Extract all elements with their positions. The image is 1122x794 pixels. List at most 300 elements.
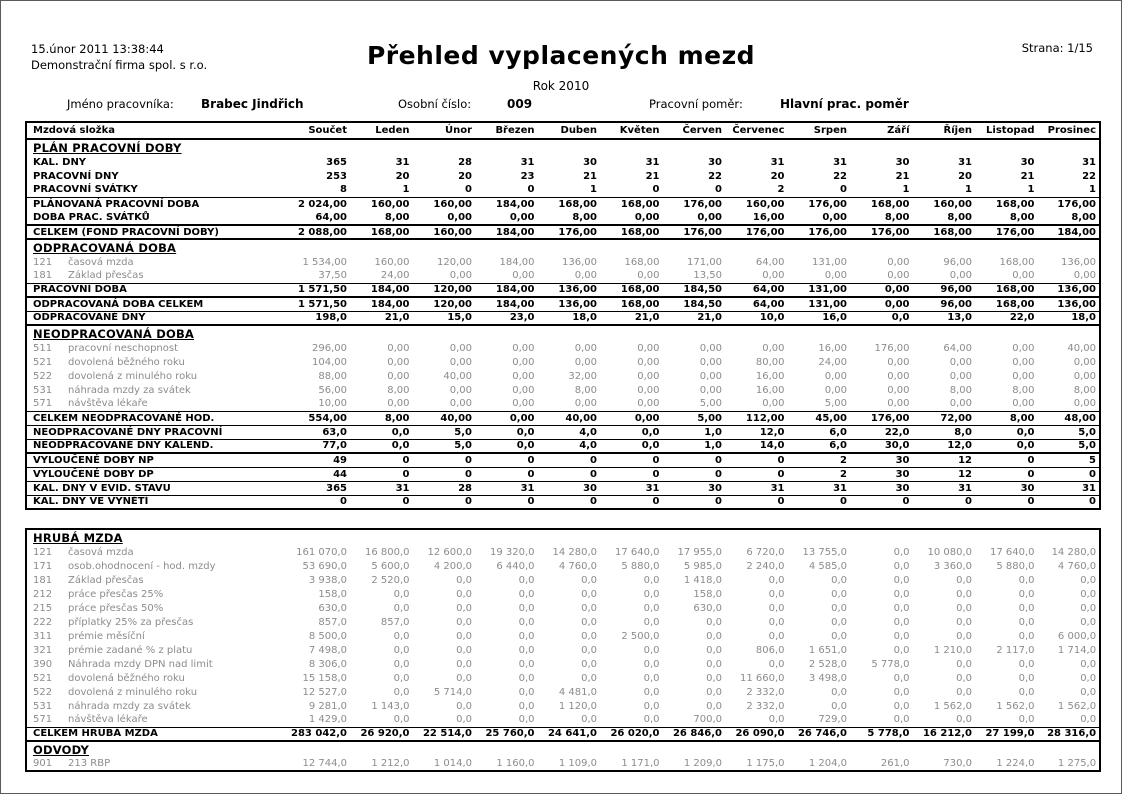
value-cell: 1: [590, 184, 597, 196]
value-cell: 0,0: [831, 588, 847, 600]
value-cell: 1: [402, 184, 410, 196]
wage-component-name: osob.ohodnocení - hod. mzdy: [68, 560, 216, 572]
value-cell: 30: [975, 481, 1038, 495]
value-cell: 198,0: [264, 311, 350, 325]
value-cell: 176,00: [874, 342, 910, 354]
value-cell: 160,00: [413, 225, 476, 239]
employee-number: 009: [507, 97, 533, 111]
wage-component-name: časová mzda: [68, 546, 134, 558]
table-row: [26, 545, 1100, 559]
value-cell: 0,00: [512, 370, 535, 382]
column-header: Srpen: [788, 122, 851, 139]
value-cell: 5,0: [1038, 439, 1101, 453]
value-cell: 176,00: [663, 225, 726, 239]
column-header-row: [26, 122, 1100, 139]
value-cell: 96,00: [943, 256, 972, 268]
value-cell: 0: [350, 495, 413, 509]
value-cell: 0,00: [637, 342, 660, 354]
value-cell: 0: [350, 453, 413, 467]
value-cell: 184,00: [475, 197, 538, 211]
value-cell: 16 212,0: [913, 727, 976, 741]
value-cell: 5: [1038, 453, 1101, 467]
value-cell: 0: [788, 495, 851, 509]
value-cell: 27 199,0: [975, 727, 1038, 741]
report-datetime: 15.únor 2011 13:38:44: [31, 42, 164, 56]
value-cell: 0,0: [706, 644, 722, 656]
value-cell: 31: [770, 156, 785, 168]
value-cell: 31: [788, 481, 851, 495]
value-cell: 25 760,0: [475, 727, 538, 741]
value-cell: 19 320,0: [489, 546, 535, 558]
value-cell: 0,0: [1018, 672, 1035, 684]
value-cell: 0,00: [824, 384, 847, 396]
wage-component-name: prémie zadané % z platu: [68, 644, 193, 656]
value-cell: 1: [1027, 184, 1035, 196]
value-cell: 184,00: [499, 256, 535, 268]
table-row: [26, 615, 1100, 629]
value-cell: 0,00: [637, 398, 660, 410]
value-cell: 168,00: [600, 297, 663, 311]
value-cell: 8,00: [1012, 384, 1035, 396]
value-cell: 0,0: [393, 602, 410, 614]
value-cell: 14,0: [725, 439, 788, 453]
value-cell: 12 744,0: [302, 758, 347, 769]
row-label: [26, 369, 264, 383]
value-cell: 168,00: [600, 225, 663, 239]
value-cell: 0: [600, 467, 663, 481]
value-cell: 21,0: [350, 311, 413, 325]
value-cell: 8,00: [949, 384, 972, 396]
value-cell: 8,00: [387, 384, 410, 396]
value-cell: 40,00: [413, 411, 476, 425]
value-cell: 0,0: [600, 425, 663, 439]
row-label: PRACOVNÍ SVÁTKY: [33, 184, 138, 196]
column-header: Březen: [475, 122, 538, 139]
value-cell: 136,00: [538, 297, 601, 311]
wage-table-lower: [25, 528, 1101, 772]
value-cell: 5 600,0: [371, 560, 410, 572]
value-cell: 0,00: [850, 283, 913, 297]
value-cell: 120,00: [437, 256, 472, 268]
value-cell: 0: [600, 495, 663, 509]
wage-component-name: Základ přesčas: [68, 270, 144, 282]
value-cell: 0,0: [768, 574, 785, 586]
row-label: KAL. DNY V EVID. STAVU: [26, 481, 264, 495]
column-header: Součet: [264, 122, 350, 139]
value-cell: 1 429,0: [308, 714, 347, 726]
value-cell: 0,0: [643, 672, 660, 684]
value-cell: 0: [475, 467, 538, 481]
value-cell: 0,0: [518, 588, 535, 600]
row-label: [26, 587, 264, 601]
value-cell: 4 200,0: [433, 560, 472, 572]
value-cell: 44: [264, 467, 350, 481]
value-cell: 0,0: [893, 700, 910, 712]
employee-name: Brabec Jindřich: [201, 97, 304, 111]
value-cell: 30: [850, 467, 913, 481]
value-cell: 0,00: [387, 398, 410, 410]
value-cell: 0: [725, 495, 788, 509]
value-cell: 0: [850, 495, 913, 509]
value-cell: 0,0: [1018, 602, 1035, 614]
value-cell: 0,0: [1080, 574, 1097, 586]
value-cell: 2 528,0: [808, 658, 847, 670]
value-cell: 1 143,0: [371, 700, 410, 712]
value-cell: 0,0: [456, 616, 472, 628]
value-cell: 1 212,0: [371, 758, 410, 769]
table-row: [26, 341, 1100, 355]
value-cell: 2 024,00: [264, 197, 350, 211]
value-cell: 22: [833, 170, 847, 182]
table-row: [26, 601, 1100, 615]
table-row: [26, 383, 1100, 397]
table-row: [26, 269, 1100, 283]
value-cell: 0,0: [581, 616, 597, 628]
value-cell: 31: [645, 156, 660, 168]
wage-component-code: 181: [33, 270, 53, 282]
table-row: [26, 183, 1100, 197]
value-cell: 0,0: [1080, 616, 1097, 628]
value-cell: 5 880,0: [621, 560, 660, 572]
value-cell: 1 562,0: [996, 700, 1035, 712]
value-cell: 64,00: [315, 212, 347, 223]
value-cell: 0,0: [768, 658, 785, 670]
value-cell: 0: [538, 467, 601, 481]
value-cell: 0,00: [512, 342, 535, 354]
value-cell: 168,00: [975, 197, 1038, 211]
value-cell: 0,0: [1080, 658, 1097, 670]
value-cell: 0,0: [581, 588, 597, 600]
value-cell: 30: [850, 453, 913, 467]
value-cell: 15,0: [413, 311, 476, 325]
row-label: [26, 545, 264, 559]
table-row: [26, 685, 1100, 699]
value-cell: 0,00: [449, 356, 472, 368]
value-cell: 64,00: [725, 283, 788, 297]
value-cell: 0: [652, 184, 660, 196]
row-label: [26, 355, 264, 369]
value-cell: 23: [520, 170, 535, 182]
value-cell: 1 714,0: [1057, 644, 1097, 656]
value-cell: 184,50: [663, 297, 726, 311]
value-cell: 168,00: [850, 197, 913, 211]
value-cell: 30: [663, 481, 726, 495]
value-cell: 0: [663, 467, 726, 481]
value-cell: 5,00: [663, 411, 726, 425]
value-cell: 0,00: [574, 356, 597, 368]
value-cell: 0,0: [1080, 588, 1097, 600]
value-cell: 158,0: [318, 588, 347, 600]
value-cell: 30: [895, 156, 910, 168]
wage-table-upper: [25, 121, 1101, 510]
value-cell: 0,00: [1073, 356, 1096, 368]
value-cell: 0,0: [456, 700, 472, 712]
value-cell: 0,0: [393, 658, 410, 670]
value-cell: 0: [715, 184, 722, 196]
table-row: [26, 671, 1100, 685]
value-cell: 0,0: [1018, 588, 1035, 600]
row-label: [26, 255, 264, 269]
value-cell: 64,00: [755, 256, 785, 268]
value-cell: 31: [520, 156, 535, 168]
value-cell: 31: [913, 481, 976, 495]
table-row: [26, 225, 1100, 239]
value-cell: 30,0: [850, 439, 913, 453]
value-cell: 6,0: [788, 425, 851, 439]
value-cell: 0,0: [518, 686, 535, 698]
value-cell: 10,00: [318, 398, 347, 410]
wage-component-name: dovolená běžného roku: [68, 672, 185, 684]
section-title: ODPRACOVANÁ DOBA: [33, 241, 177, 255]
value-cell: 0,0: [350, 425, 413, 439]
value-cell: 45,00: [788, 411, 851, 425]
value-cell: 158,0: [693, 588, 722, 600]
value-cell: 0,0: [956, 658, 972, 670]
value-cell: 26 920,0: [350, 727, 413, 741]
value-cell: 0,0: [1018, 658, 1035, 670]
value-cell: 168,00: [538, 197, 601, 211]
value-cell: 31: [725, 481, 788, 495]
value-cell: 12,0: [913, 439, 976, 453]
page-title: Přehled vyplacených mezd: [366, 41, 756, 70]
value-cell: 31: [475, 481, 538, 495]
value-cell: 176,00: [663, 197, 726, 211]
table-row: [26, 657, 1100, 671]
wage-component-name: práce přesčas 50%: [68, 602, 164, 614]
value-cell: 80,00: [755, 356, 785, 368]
value-cell: 1 209,0: [683, 758, 722, 769]
wage-component-name: dovolená běžného roku: [68, 356, 185, 368]
value-cell: 14 280,0: [1051, 546, 1097, 558]
value-cell: 16,00: [755, 384, 785, 396]
value-cell: 30: [708, 156, 722, 168]
value-cell: 3 938,0: [308, 574, 347, 586]
table-row: [26, 573, 1100, 587]
value-cell: 64,00: [725, 297, 788, 311]
value-cell: 0,0: [893, 588, 910, 600]
value-cell: 0,0: [893, 714, 910, 726]
value-cell: 1 651,0: [808, 644, 847, 656]
value-cell: 0,0: [475, 439, 538, 453]
value-cell: 31: [350, 481, 413, 495]
value-cell: 5,00: [824, 398, 847, 410]
value-cell: 5 985,0: [683, 560, 722, 572]
value-cell: 12 600,0: [427, 546, 472, 558]
value-cell: 0,00: [449, 398, 472, 410]
table-row: [26, 453, 1100, 467]
value-cell: 0,00: [887, 370, 910, 382]
report-year: Rok 2010: [532, 79, 590, 93]
value-cell: 131,00: [788, 297, 851, 311]
value-cell: 0,0: [1018, 714, 1035, 726]
value-cell: 6 440,0: [496, 560, 535, 572]
value-cell: 5,0: [413, 439, 476, 453]
section-header-row: [26, 139, 1100, 155]
value-cell: 0,0: [893, 574, 910, 586]
value-cell: 28 316,0: [1038, 727, 1101, 741]
value-cell: 112,00: [725, 411, 788, 425]
value-cell: 4,0: [538, 425, 601, 439]
value-cell: 0: [350, 467, 413, 481]
value-cell: 3 498,0: [808, 672, 847, 684]
value-cell: 0: [725, 467, 788, 481]
value-cell: 1: [1089, 184, 1096, 196]
value-cell: 21,0: [600, 311, 663, 325]
table-row: [26, 495, 1100, 509]
value-cell: 0,0: [768, 630, 785, 642]
employee-number-label: Osobní číslo:: [398, 97, 472, 111]
value-cell: 0,00: [574, 398, 597, 410]
value-cell: 0: [600, 453, 663, 467]
value-cell: 1 224,0: [996, 758, 1035, 769]
report-header-center: [1, 41, 1121, 93]
value-cell: 131,00: [788, 283, 851, 297]
value-cell: 0,0: [893, 630, 910, 642]
value-cell: 0,0: [581, 602, 597, 614]
wage-component-code: 171: [33, 560, 53, 572]
row-label: [26, 615, 264, 629]
value-cell: 2: [788, 467, 851, 481]
value-cell: 0,0: [1018, 574, 1035, 586]
value-cell: 0,0: [350, 439, 413, 453]
row-label: DOBA PRAC. SVÁTKŮ: [33, 212, 150, 223]
value-cell: 700,0: [693, 714, 722, 726]
value-cell: 0,0: [518, 658, 535, 670]
value-cell: 0,0: [600, 439, 663, 453]
row-label: [26, 671, 264, 685]
value-cell: 8,00: [1073, 384, 1096, 396]
value-cell: 0,0: [893, 644, 910, 656]
value-cell: 5,00: [699, 398, 722, 410]
value-cell: 0,0: [581, 630, 597, 642]
value-cell: 253: [326, 170, 347, 182]
value-cell: 31: [958, 156, 972, 168]
value-cell: 17 955,0: [677, 546, 722, 558]
value-cell: 0,00: [512, 384, 535, 396]
value-cell: 630,0: [693, 602, 722, 614]
wage-component-name: Náhrada mzdy DPN nad limit: [68, 658, 213, 670]
value-cell: 630,0: [318, 602, 347, 614]
column-header: Říjen: [913, 122, 976, 139]
value-cell: 20: [958, 170, 972, 182]
value-cell: 2: [777, 184, 785, 196]
value-cell: 0,00: [699, 384, 722, 396]
value-cell: 0,0: [643, 588, 660, 600]
value-cell: 26 746,0: [788, 727, 851, 741]
value-cell: 0,00: [512, 398, 535, 410]
value-cell: 1 562,0: [1057, 700, 1097, 712]
value-cell: 0,0: [956, 588, 972, 600]
value-cell: 0,0: [456, 602, 472, 614]
value-cell: 0,00: [850, 297, 913, 311]
value-cell: 40,00: [443, 370, 472, 382]
value-cell: 22,0: [850, 425, 913, 439]
table-row: [26, 587, 1100, 601]
value-cell: 0,0: [706, 658, 722, 670]
value-cell: 0,0: [518, 644, 535, 656]
value-cell: 8 500,0: [308, 630, 347, 642]
value-cell: 18,0: [538, 311, 601, 325]
value-cell: 0,00: [637, 356, 660, 368]
value-cell: 26 846,0: [663, 727, 726, 741]
value-cell: 160,00: [413, 197, 476, 211]
value-cell: 5 778,0: [871, 658, 910, 670]
value-cell: 8,00: [1071, 212, 1096, 223]
value-cell: 176,00: [1038, 197, 1101, 211]
wage-component-code: 121: [33, 546, 53, 558]
wage-component-code: 222: [33, 616, 53, 628]
value-cell: 1 275,0: [1057, 758, 1097, 769]
value-cell: 12: [913, 453, 976, 467]
table-row: [26, 481, 1100, 495]
value-cell: 0: [840, 184, 847, 196]
table-row: [26, 197, 1100, 211]
wage-component-name: náhrada mzdy za svátek: [68, 700, 191, 712]
value-cell: 0: [1038, 495, 1101, 509]
wage-component-code: 511: [33, 342, 53, 354]
value-cell: 0,0: [393, 672, 410, 684]
value-cell: 26 020,0: [600, 727, 663, 741]
value-cell: 0,00: [1012, 270, 1035, 282]
table-row: [26, 283, 1100, 297]
value-cell: 0,00: [449, 342, 472, 354]
value-cell: 96,00: [913, 297, 976, 311]
row-label: CELKEM HRUBÁ MZDA: [26, 727, 264, 741]
value-cell: 0,0: [1080, 602, 1097, 614]
value-cell: 0,0: [456, 630, 472, 642]
value-cell: 0,0: [893, 616, 910, 628]
value-cell: 168,00: [624, 256, 660, 268]
value-cell: 0: [975, 495, 1038, 509]
value-cell: 5 714,0: [433, 686, 472, 698]
value-cell: 104,00: [312, 356, 347, 368]
value-cell: 0,0: [893, 546, 910, 558]
value-cell: 0,00: [822, 212, 847, 223]
value-cell: 10,0: [725, 311, 788, 325]
value-cell: 31: [600, 481, 663, 495]
value-cell: 4 760,0: [1057, 560, 1097, 572]
wage-component-code: 571: [33, 398, 53, 410]
value-cell: 0,00: [762, 270, 785, 282]
value-cell: 8,00: [384, 212, 410, 223]
value-cell: 0,0: [706, 672, 722, 684]
value-cell: 0,00: [824, 370, 847, 382]
value-cell: 0,00: [512, 270, 535, 282]
row-label: ODPRACOVANÉ DNY: [26, 311, 264, 325]
value-cell: 0,0: [456, 658, 472, 670]
value-cell: 24,00: [818, 356, 847, 368]
value-cell: 0,0: [831, 602, 847, 614]
value-cell: 2 088,00: [264, 225, 350, 239]
value-cell: 0,0: [393, 686, 410, 698]
table-row: [26, 713, 1100, 727]
value-cell: 0,0: [706, 686, 722, 698]
value-cell: 2: [788, 453, 851, 467]
table-row: [26, 169, 1100, 183]
value-cell: 0,00: [949, 370, 972, 382]
value-cell: 176,00: [850, 411, 913, 425]
value-cell: 0: [975, 467, 1038, 481]
value-cell: 4 585,0: [808, 560, 847, 572]
wage-component-name: pracovní neschopnost: [68, 342, 179, 354]
value-cell: 0,0: [1080, 686, 1097, 698]
wage-component-name: návštěva lékaře: [68, 398, 148, 410]
value-cell: 160,00: [913, 197, 976, 211]
value-cell: 12: [913, 467, 976, 481]
row-label: NEODPRACOVANÉ DNY KALEND.: [26, 439, 264, 453]
value-cell: 0,0: [1018, 616, 1035, 628]
value-cell: 22,0: [975, 311, 1038, 325]
